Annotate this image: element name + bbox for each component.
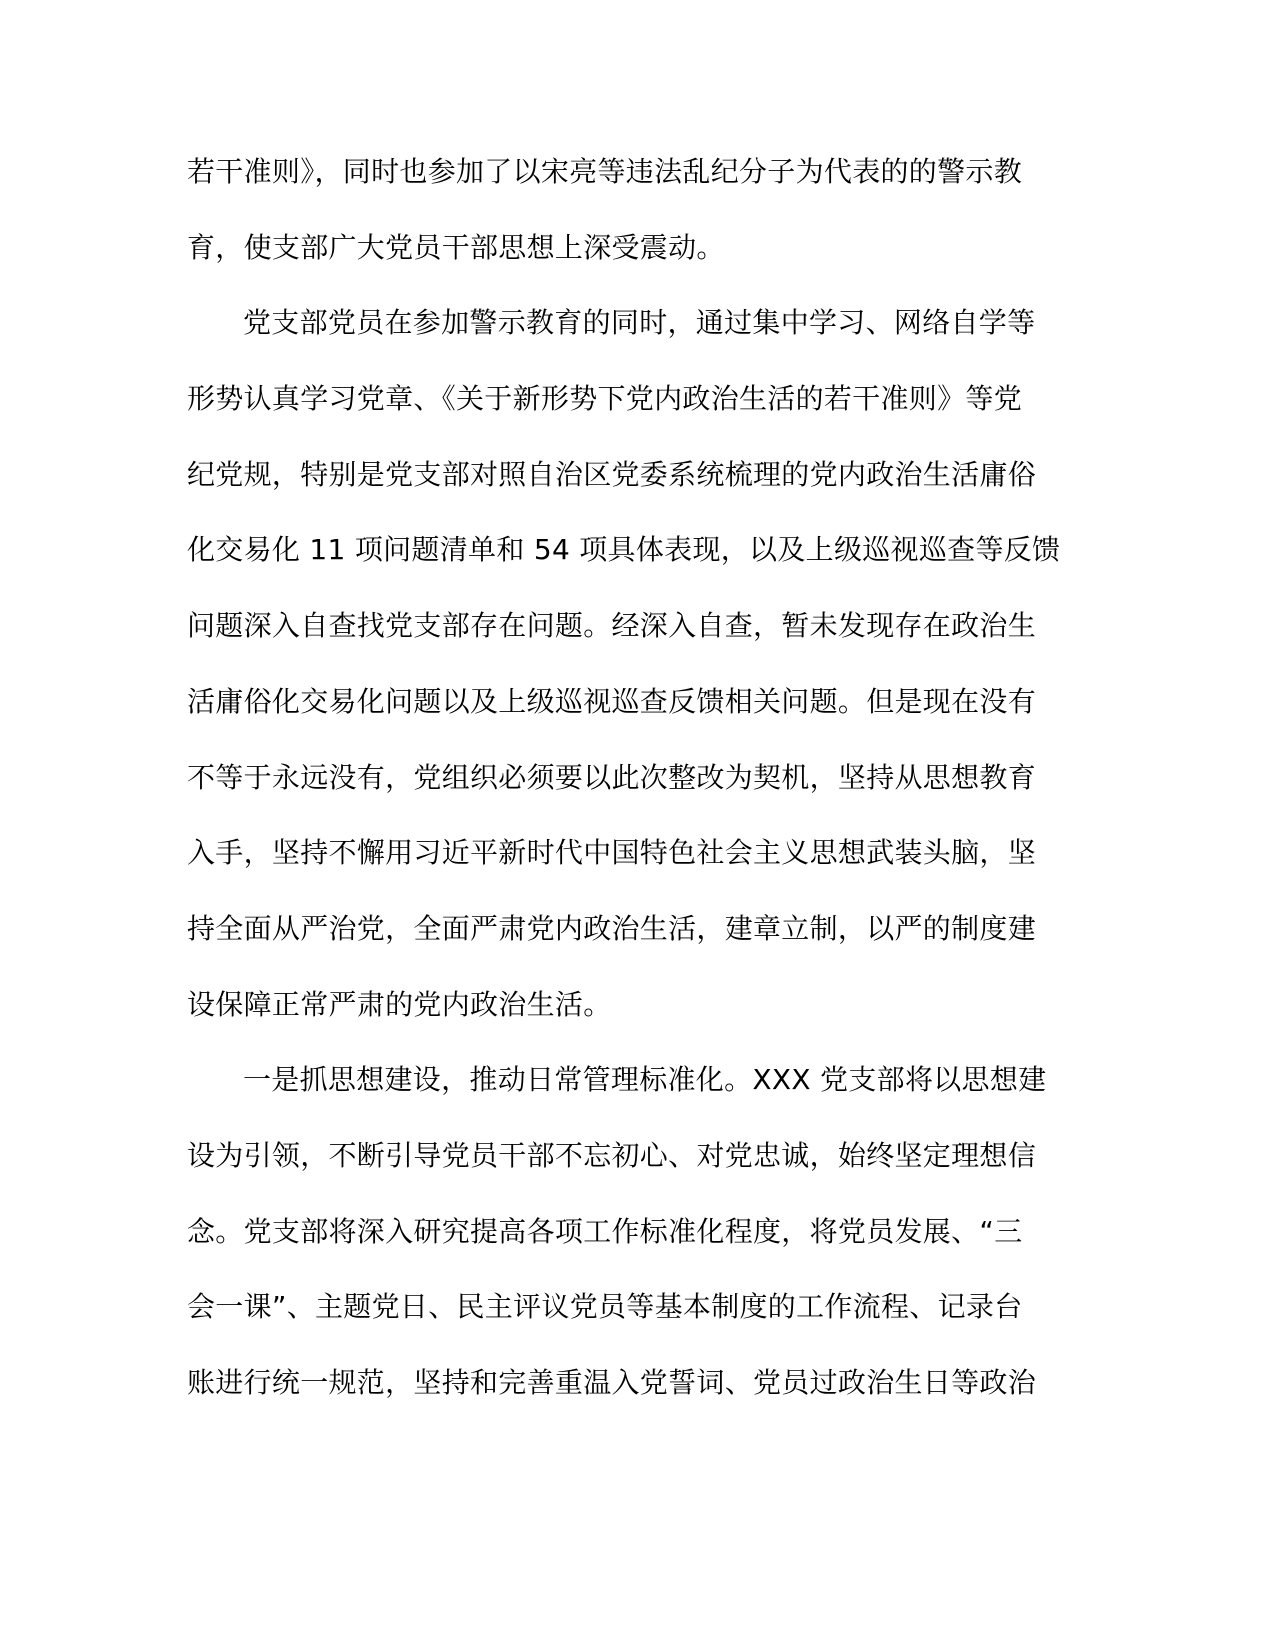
text-line: 持全面从严治党，全面严肃党内政治生活，建章立制，以严的制度建 [187, 911, 1037, 945]
text-line: 念。党支部将深入研究提高各项工作标准化程度，将党员发展、“三 [187, 1214, 1023, 1248]
text-line: 会一课”、主题党日、民主评议党员等基本制度的工作流程、记录台 [187, 1290, 1023, 1324]
text-line: 若干准则》，同时也参加了以宋亮等违法乱纪分子为代表的的警示教 [187, 155, 1023, 188]
text-line: 问题深入自查找党支部存在问题。经深入自查，暂未发现存在政治生 [187, 609, 1037, 643]
text-line: 活庸俗化交易化问题以及上级巡视巡查反馈相关问题。但是现在没有 [187, 684, 1037, 718]
text-line: 纪党规，特别是党支部对照自治区党委系统梳理的党内政治生活庸俗 [187, 457, 1037, 491]
text-line: 设为引领，不断引导党员干部不忘初心、对党忠诚，始终坚定理想信 [187, 1138, 1037, 1172]
text-line: 不等于永远没有，党组织必须要以此次整改为契机，坚持从思想教育 [187, 760, 1037, 794]
body-text [187, 134, 1067, 1421]
text-line: 形势认真学习党章、《关于新形势下党内政治生活的若干准则》等党 [187, 382, 1023, 416]
text-line: 账进行统一规范，坚持和完善重温入党誓词、党员过政治生日等政治 [187, 1366, 1037, 1399]
text-line: 设保障正常严肃的党内政治生活。 [187, 987, 612, 1021]
paragraph-first-line: 党支部党员在参加警示教育的同时，通过集中学习、网络自学等 [243, 306, 1036, 340]
text-line: 入手，坚持不懈用习近平新时代中国特色社会主义思想武装头脑，坚 [187, 836, 1037, 870]
paragraph-first-line: 一是抓思想建设，推动日常管理标准化。XXX 党支部将以思想建 [243, 1063, 1047, 1097]
text-line: 化交易化 11 项问题清单和 54 项具体表现，以及上级巡视巡查等反馈 [187, 533, 1061, 567]
text-line: 育，使支部广大党员干部思想上深受震动。 [187, 230, 725, 264]
